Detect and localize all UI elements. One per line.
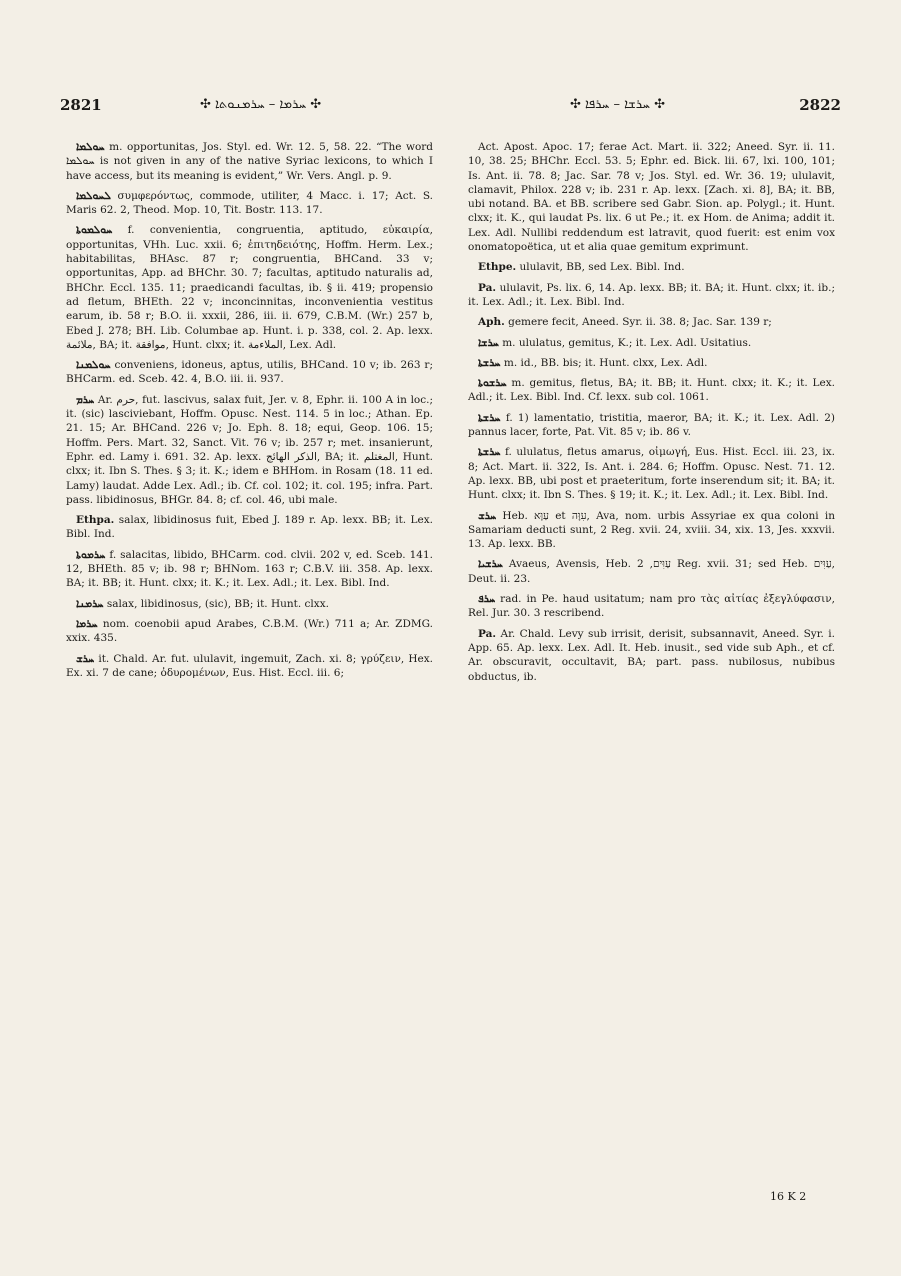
entry-headword: Ethpa. xyxy=(76,514,115,527)
entry-text: Act. Apost. Apoc. 17; ferae Act. Mart. ii. 322; Aneed. Syr. ii. 11. 10, 38. 25; BHChr. Eccl. 53. 5; Ephr. ed. Bick. lii. 67, lxi. 100, 101; Is. Ant. ii. 78. 8; Jac. Sar. 78 v; Jos. Styl. ed. Wr. 36. 19; ululavit, clamavit, Philox. 228 v; ib. 231 r. Ap. lexx. [Zach. xi. 8], BA; it. BB, ubi notand. BA. et BB. scribere sed Gabr. Sion. ap. Polygl.; it. Hunt. clxx; it. K., qui laudat Ps. lix. 6 ut Pe.; it. ex Hom. de Anima; addit it. Lex. Adl. Nullibi reddendum est latravit, quod fuerit: est enim vox onomatopoëtica, ut et alia quae gemitum exprimunt. xyxy=(468,141,835,254)
entry-text: f. 1) lamentatio, tristitia, maeror, BA; it. K.; it. Lex. Adl. 2) pannus lacer, forte, Pat. Vit. 85 v; ib. 86 v. xyxy=(468,411,835,439)
left-running-head: ✣ ܚܪܡܐ – ܚܪܡܢܘܬܐ ✣ xyxy=(200,97,322,112)
entry-headword: ܚܘܠܡܐ xyxy=(76,141,105,153)
entry-text: Ar. Chald. Levy sub irrisit, derisit, subsannavit, Aneed. Syr. i. App. 65. Ap. lexx. Lex. Adl. It. Heb. inusit., sed vide sub Aph., et cf. Ar. obscuravit, occultavit, BA; part. pass. nubilosus, nubibus obductus, ib. xyxy=(468,627,835,683)
dictionary-entry xyxy=(66,358,433,387)
entry-text: ululavit, BB, sed Lex. Bibl. Ind. xyxy=(519,261,685,274)
entry-text: conveniens, idoneus, aptus, utilis, BHCand. 10 v; ib. 263 r; BHCarm. ed. Sceb. 42. 4, B.O. iii. ii. 937. xyxy=(66,359,433,386)
entry-text: ululavit, Ps. lix. 6, 14. Ap. lexx. BB; it. BA; it. Hunt. clxx; it. ib.; it. Lex. Adl.; it. Lex. Bibl. Ind. xyxy=(468,281,835,308)
entry-headword: ܚܪܫ xyxy=(76,652,95,665)
entry-headword: Ethpe. xyxy=(478,261,517,274)
dictionary-entry xyxy=(66,548,433,591)
entry-headword: Aph. xyxy=(478,316,505,329)
entry-headword: ܚܪܫܐ xyxy=(478,336,499,349)
left-column xyxy=(66,140,433,1220)
entry-text: it. Chald. Ar. fut. ululavit, ingemuit, Zach. xi. 8; γρύζειν, Hex. Ex. xi. 7 de cane; ὀδυρομένων, Eus. Hist. Eccl. iii. 6; xyxy=(66,652,433,679)
right-column xyxy=(468,140,835,1220)
left-page-number: 2821 xyxy=(60,96,102,114)
entry-headword: ܚܪܡܢܐ xyxy=(76,597,104,610)
dictionary-entry xyxy=(468,281,835,310)
entry-headword: ܚܪܫܬܐ xyxy=(478,356,501,369)
entry-headword: ܚܪܫܬܐ xyxy=(478,411,501,424)
entry-headword: ܚܪܡ xyxy=(76,393,95,406)
entry-text: Ar. حرم, fut. lascivus, salax fuit, Jer. v. 8, Ephr. ii. 100 A in loc.; it. (sic) lasciviebant, Hoffm. Opusc. Nest. 114. 5 in loc.; Athan. Ep. 21. 15; Ar. BHCand. 226 v; Jo. Eph. 8. 18; equi, Geop. 106. 15; Hoffm. Pers. Mart. 32, Sanct. Vit. 76 v; ib. 257 r; met. insanierunt, Ephr. ed. Lamy i. 691. 32. Ap. lexx. الذكر الهائج, BA; it. المغتلم, Hunt. clxx; it. Ibn S. Thes. § 3; it. K.; idem e BHHom. in Rosam (18. 11 ed. Lamy) laudat. Adde Lex. Adl.; ib. Cf. col. 102; it. col. 195; infra. Part. pass. libidinosus, BHGr. 84. 8; cf. col. 46, ubi male. xyxy=(66,393,433,506)
right-page-number: 2822 xyxy=(799,96,841,114)
entry-text: nom. coenobii apud Arabes, C.B.M. (Wr.) 711 a; Ar. ZDMG. xxix. 435. xyxy=(66,617,433,645)
entry-headword: ܚܪܫ xyxy=(478,509,497,522)
entry-text: f. ululatus, fletus amarus, οἰμωγή, Eus. Hist. Eccl. iii. 23, ix. 8; Act. Mart. ii. 322, Is. Ant. i. 284. 6; Hoffm. Opusc. Nest. 71. 12. Ap. lexx. BB, ubi post et praeteritum, forte inserendum sit; it. BA; it. Hunt. clxx; it. Ibn S. Thes. § 19; it. K.; it. Lex. Adl.; it. Lex. Bibl. Ind. xyxy=(468,446,835,502)
entry-headword: Pa. xyxy=(478,627,497,640)
entry-text: salax, libidinosus fuit, Ebed J. 189 r. Ap. lexx. BB; it. Lex. Bibl. Ind. xyxy=(66,514,433,541)
dictionary-entry xyxy=(468,592,835,621)
dictionary-entry xyxy=(66,223,433,352)
page-header xyxy=(60,96,841,118)
entry-headword: ܚܪܡܘܬܐ xyxy=(76,548,106,561)
entry-headword: ܠܚܘܠܡܐ xyxy=(76,189,111,202)
dictionary-entry xyxy=(468,557,835,586)
dictionary-entry xyxy=(66,189,433,218)
dictionary-entry xyxy=(468,140,835,254)
entry-text: gemere fecit, Aneed. Syr. ii. 38. 8; Jac. Sar. 139 r; xyxy=(508,316,772,329)
entry-headword: ܚܪܫܬܐ xyxy=(478,446,501,459)
dictionary-entry xyxy=(468,627,835,684)
entry-text: f. salacitas, libido, BHCarm. cod. clvii. 202 v, ed. Sceb. 141. 12, BHEth. 85 v; ib. 98 r; BHNom. 163 r; C.B.V. iii. 358. Ap. lexx. BA; it. BB; it. Hunt. clxx; it. K.; it. Lex. Adl.; it. Lex. Bibl. Ind. xyxy=(66,548,433,590)
dictionary-entry xyxy=(66,652,433,681)
entry-text: rad. in Pe. haud usitatum; nam pro τὰς αἰτίας ἐξεγλύφασιν, Rel. Jur. 30. 3 rescribend. xyxy=(468,593,835,620)
signature-mark: 16 K 2 xyxy=(770,1190,807,1203)
dictionary-entry xyxy=(66,513,433,542)
dictionary-entry xyxy=(468,411,835,440)
dictionary-entry xyxy=(468,445,835,502)
dictionary-entry xyxy=(66,140,433,183)
entry-headword: ܚܘܠܡܢܐ xyxy=(76,359,111,372)
dictionary-entry xyxy=(468,336,835,350)
entry-headword: ܚܪܫܘܬܐ xyxy=(478,377,507,390)
entry-text: συμφερόντως, commode, utiliter, 4 Macc. i. 17; Act. S. Maris 62. 2, Theod. Mop. 10, Tit. Bostr. 113. 17. xyxy=(66,189,433,217)
entry-headword: ܚܪܫܝܐ xyxy=(478,558,503,571)
dictionary-entry xyxy=(468,260,835,274)
dictionary-entry xyxy=(66,617,433,646)
entry-headword: Pa. xyxy=(478,281,497,294)
entry-text: Avaeus, Avensis, Heb. עַוִּים, 2 Reg. xvii. 31; sed Heb. עַוִּים, Deut. ii. 23. xyxy=(468,558,835,585)
entry-text: salax, libidinosus, (sic), BB; it. Hunt. clxx. xyxy=(106,597,329,610)
dictionary-entry xyxy=(468,356,835,370)
right-running-head: ✣ ܚܪܫܐ – ܚܪܦܐ ✣ xyxy=(570,97,665,112)
dictionary-entry xyxy=(468,376,835,405)
entry-headword: ܚܘܠܡܘܬܐ xyxy=(76,224,113,237)
entry-text: m. gemitus, fletus, BA; it. BB; it. Hunt. clxx; it. K.; it. Lex. Adl.; it. Lex. Bibl. Ind. Cf. lexx. sub col. 1061. xyxy=(468,377,835,404)
entry-text: m. id., BB. bis; it. Hunt. clxx, Lex. Adl. xyxy=(503,356,708,369)
dictionary-entry xyxy=(468,315,835,329)
entry-text: f. convenientia, congruentia, aptitudo, εὐκαιρία, opportunitas, VHh. Luc. xxii. 6; ἐπιτηδειότης, Hoffm. Herm. Lex.; habitabilitas, BHAsc. 87 r; congruentia, BHCand. 33 v; opportunitas, App. ad BHChr. 30. 7; facultas, aptitudo naturalis ad, BHChr. Eccl. 135. 11; praedicandi facultas, ib. § ii. 419; propensio ad fletum, BHEth. 22 v; inconcinnitas, inconvenientia vestitus earum, ib. 58 r; B.O. ii. xxxii, 286, iii. ii. 679, C.B.M. (Wr.) 257 b, Ebed J. 278; BH. Lib. Columbae ap. Hunt. i. p. 338, col. 2. Ap. lexx. ملائمة, BA; it. موافقة, Hunt. clxx; it. الملاءمة, Lex. Adl. xyxy=(66,224,433,351)
entry-text: m. ululatus, gemitus, K.; it. Lex. Adl. Usitatius. xyxy=(502,336,752,349)
entry-text: Heb. עַוָּא et עִוָּה, Ava, nom. urbis Assyriae ex qua coloni in Samariam deducti sunt, 2 Reg. xvii. 24, xviii. 34, xix. 13, Jes. xxxvii. 13. Ap. lexx. BB. xyxy=(468,509,835,551)
entry-headword: ܚܪܡܐ xyxy=(76,617,98,630)
entry-headword: ܚܪܦ xyxy=(478,593,496,606)
entry-text: m. opportunitas, Jos. Styl. ed. Wr. 12. 5, 58. 22. “The word ܚܘܠܡܐ is not given in any of the native Syriac lexicons, to which I have access, but its meaning is evident,” Wr. Vers. Angl. p. 9. xyxy=(66,141,433,182)
dictionary-entry xyxy=(66,597,433,611)
dictionary-entry xyxy=(468,509,835,552)
dictionary-entry xyxy=(66,393,433,507)
